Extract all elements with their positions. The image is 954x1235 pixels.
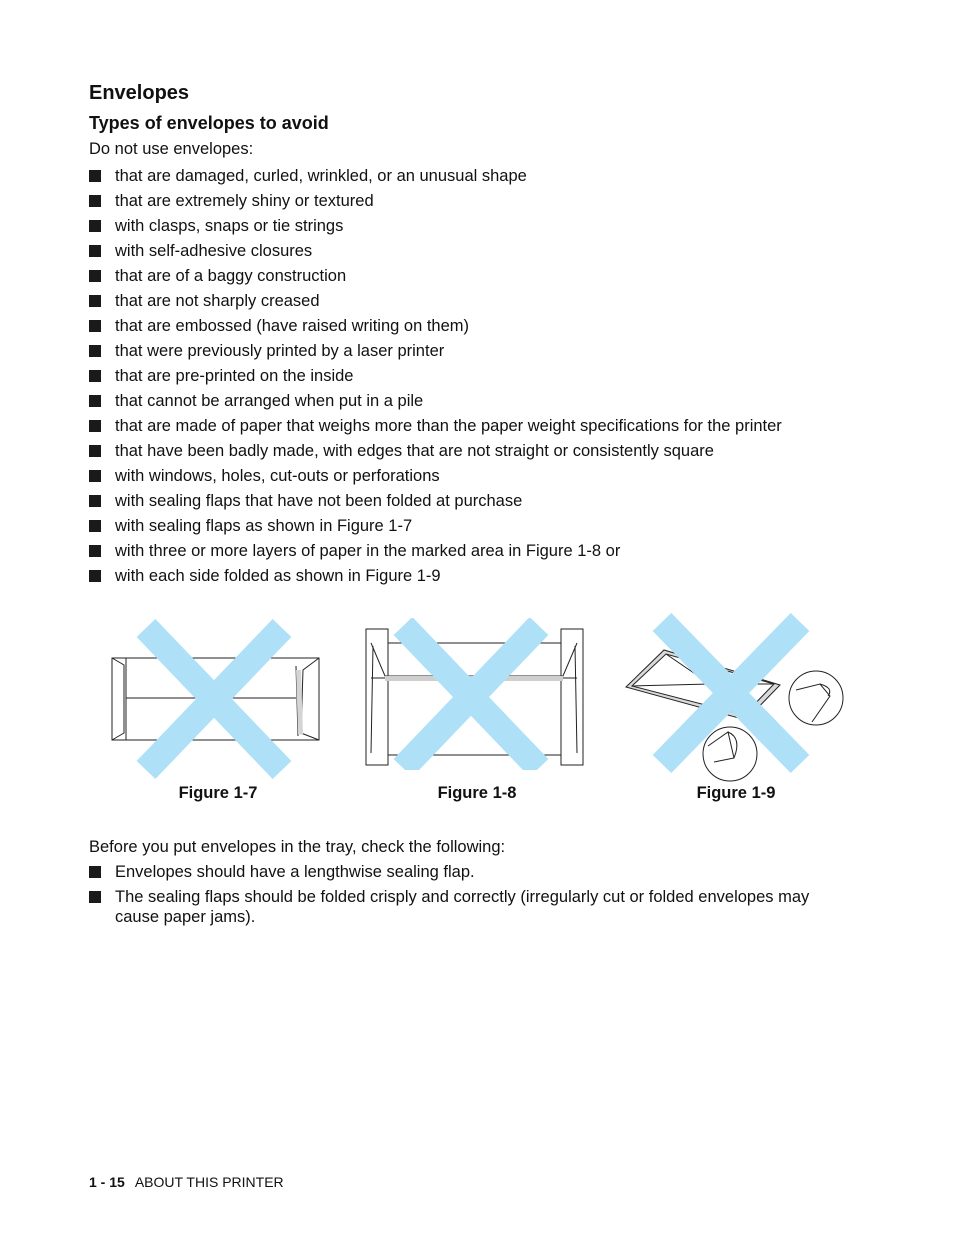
page-footer [89,1174,284,1190]
bullet-square-icon [89,420,101,432]
list-item: that are made of paper that weighs more than the paper weight specifications for the printer [89,414,869,439]
bullet-square-icon [89,866,101,878]
bullet-square-icon [89,470,101,482]
footer-section-title: ABOUT THIS PRINTER [134,1174,284,1190]
list-item: that were previously printed by a laser printer [89,339,869,364]
list-item: that are damaged, curled, wrinkled, or an unusual shape [89,164,869,189]
list-item: that are not sharply creased [89,289,869,314]
bullet-square-icon [89,545,101,557]
figure-1-8 [363,618,589,770]
bullet-square-icon [89,520,101,532]
figure-1-9 [620,612,850,788]
bullet-square-icon [89,445,101,457]
intro-text: Do not use envelopes: [89,140,254,158]
envelope-folded-sides-illustration [620,612,850,788]
list-item: that are extremely shiny or textured [89,189,869,214]
bullet-square-icon [89,195,101,207]
check-list [89,862,849,932]
section-title: Types of envelopes to avoid [89,113,329,133]
bullet-square-icon [89,295,101,307]
list-item: that are pre-printed on the inside [89,364,869,389]
bullet-square-icon [89,170,101,182]
list-item: with sealing flaps that have not been folded at purchase [89,489,869,514]
avoid-list [89,164,869,589]
list-item: with three or more layers of paper in the marked area in Figure 1-8 or [89,539,869,564]
list-item: with clasps, snaps or tie strings [89,214,869,239]
bullet-square-icon [89,370,101,382]
bullet-square-icon [89,270,101,282]
check-intro-text: Before you put envelopes in the tray, check the following: [89,838,506,856]
figure-1-9-caption: Figure 1-9 [696,784,776,802]
list-item: that cannot be arranged when put in a pile [89,389,869,414]
bullet-square-icon [89,345,101,357]
figure-1-8-caption: Figure 1-8 [437,784,517,802]
list-item: with each side folded as shown in Figure 1-9 [89,564,869,589]
figure-1-7 [108,618,324,780]
bullet-square-icon [89,245,101,257]
list-item: that are embossed (have raised writing on them) [89,314,869,339]
page-title: Envelopes [89,82,190,104]
list-item: with sealing flaps as shown in Figure 1-7 [89,514,869,539]
list-item: with windows, holes, cut-outs or perforations [89,464,869,489]
envelope-open-flap-illustration [108,618,324,780]
bullet-square-icon [89,495,101,507]
bullet-square-icon [89,220,101,232]
envelope-layered-edges-illustration [363,618,589,770]
figure-1-7-caption: Figure 1-7 [178,784,258,802]
list-item: Envelopes should have a lengthwise sealing flap. [89,862,849,882]
list-item: that are of a baggy construction [89,264,869,289]
page-number: 1 - 15 [89,1174,125,1190]
list-item: The sealing flaps should be folded crisply and correctly (irregularly cut or folded envelopes may cause paper jams). [89,887,849,927]
bullet-square-icon [89,891,101,903]
bullet-square-icon [89,395,101,407]
bullet-square-icon [89,570,101,582]
bullet-square-icon [89,320,101,332]
list-item: that have been badly made, with edges that are not straight or consistently square [89,439,869,464]
list-item: with self-adhesive closures [89,239,869,264]
